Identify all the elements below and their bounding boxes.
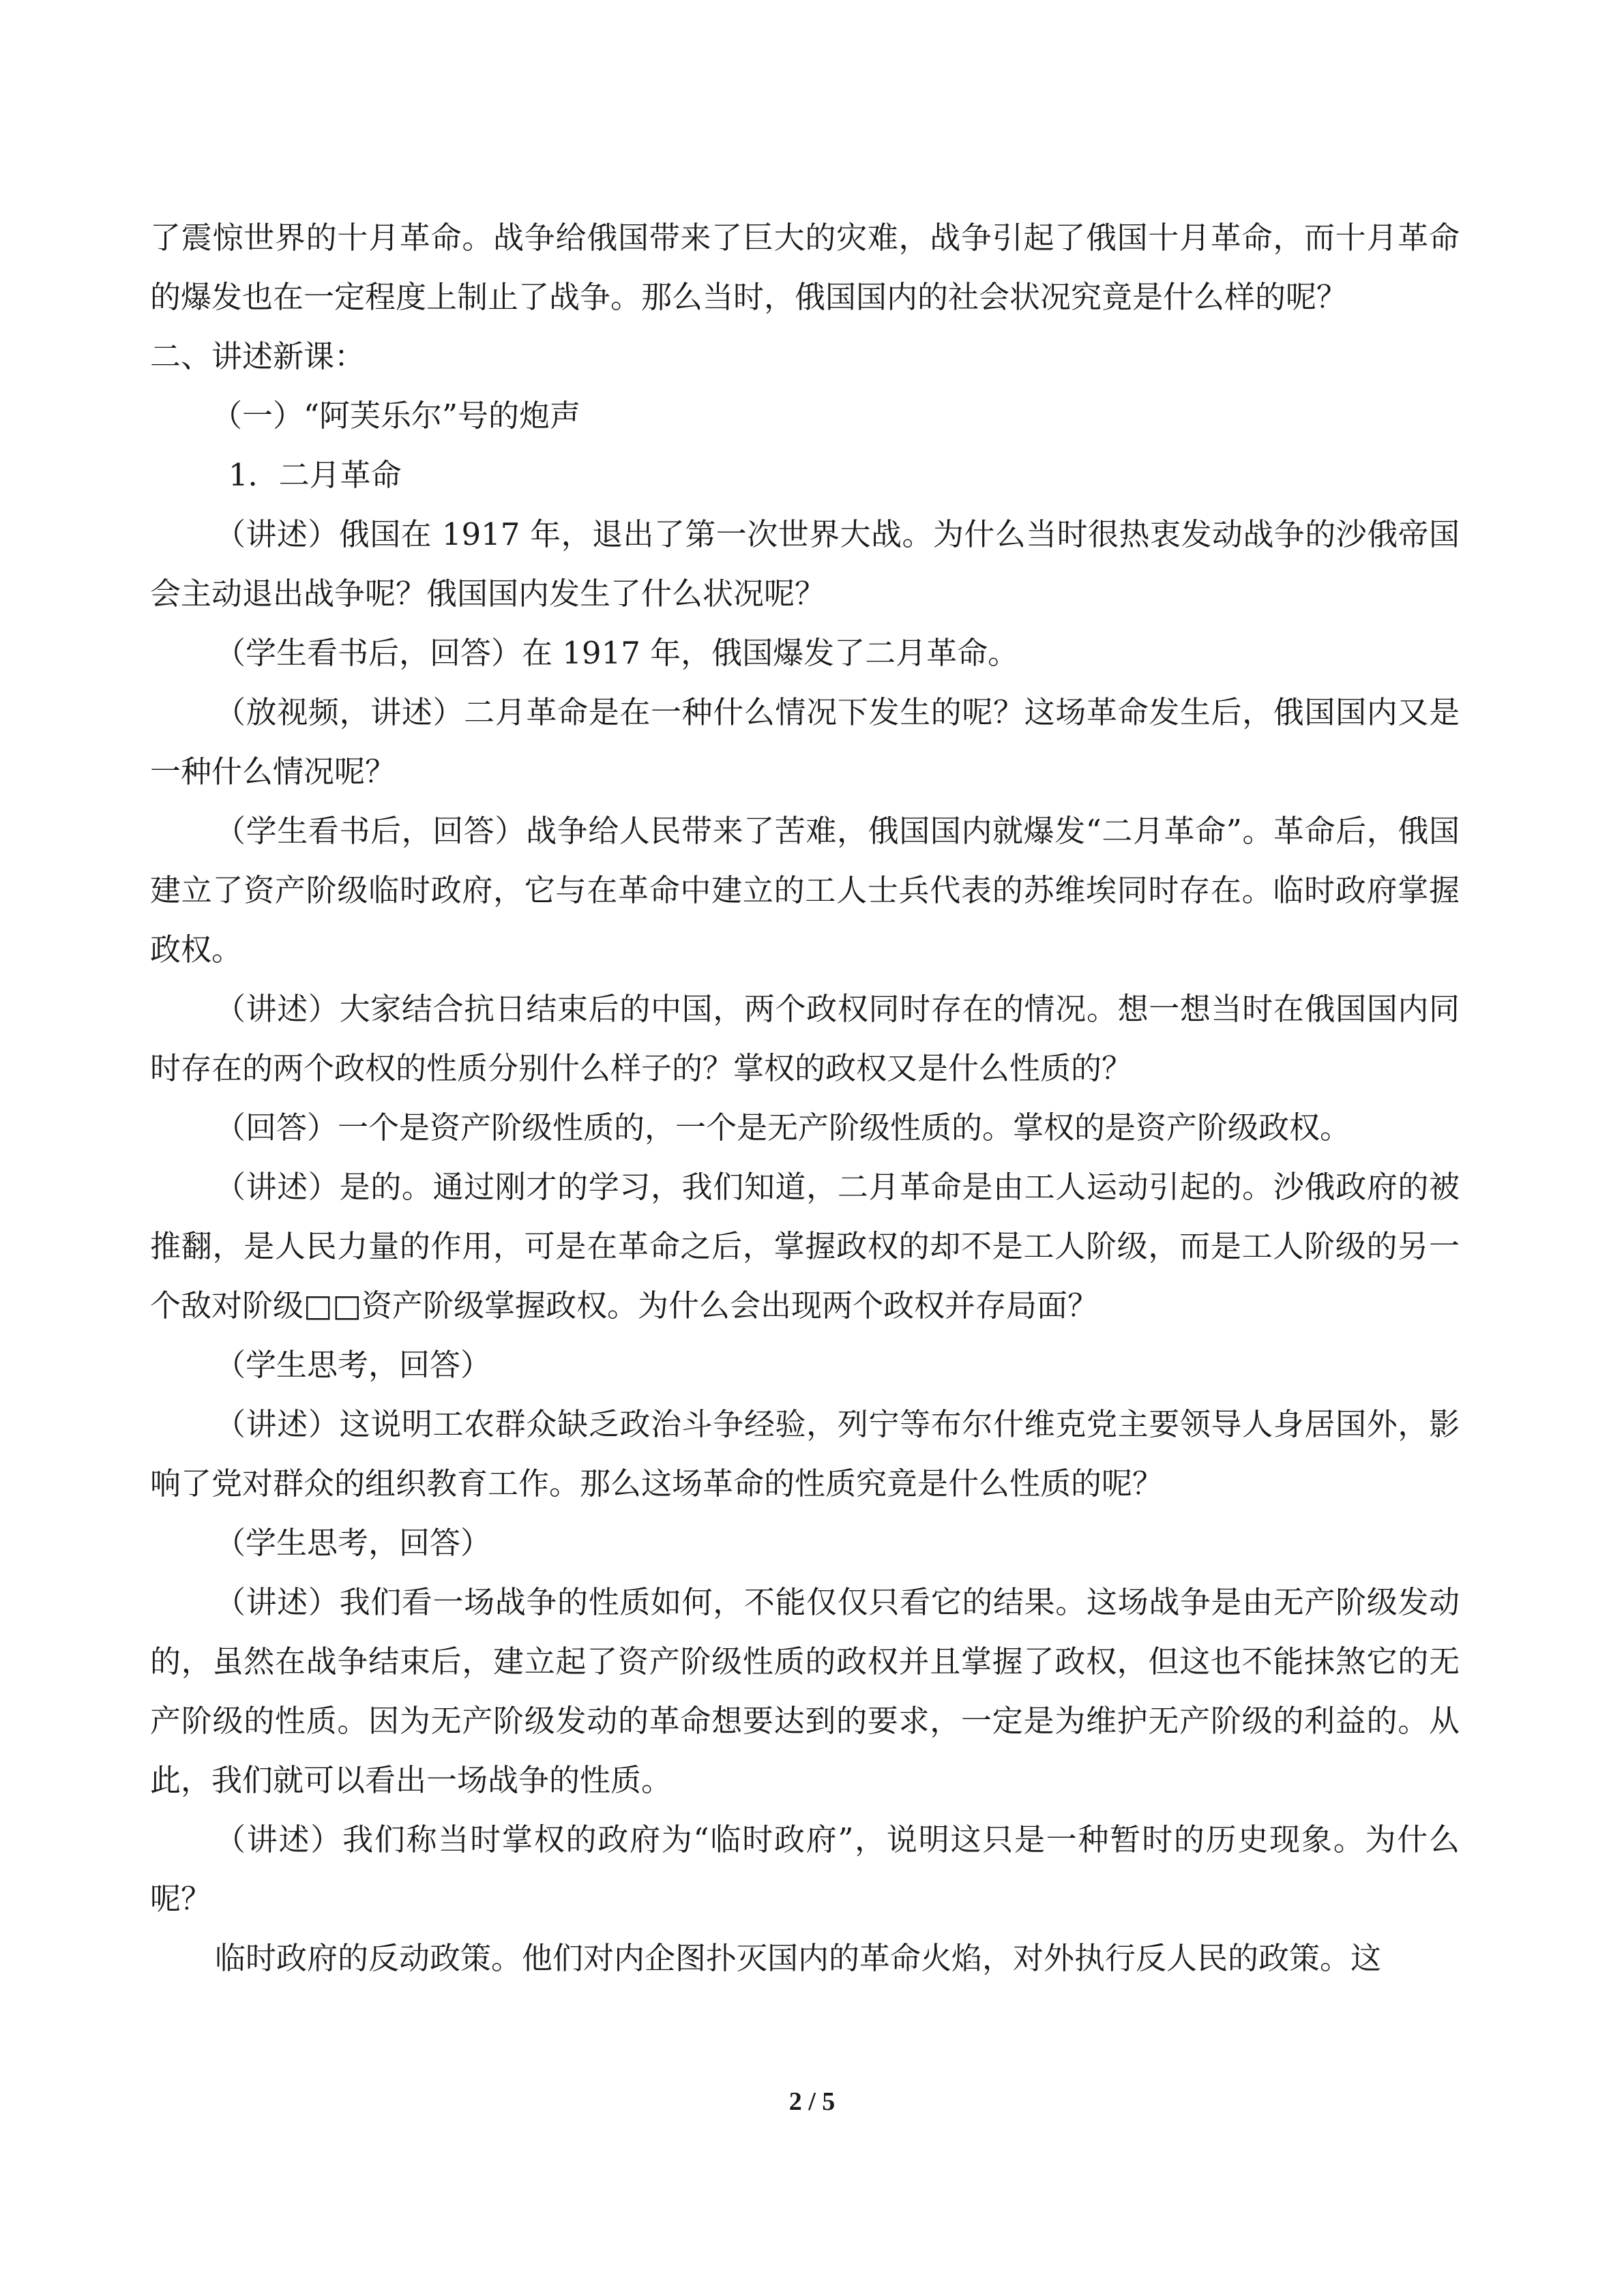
paragraph-lecture-dual-power: （讲述）大家结合抗日结束后的中国，两个政权同时存在的情况。想一想当时在俄国国内同时存在的两个政权的性质分别什么样子的？掌权的政权又是什么性质的？ [150,991,1460,1086]
document-body [150,208,1460,1988]
subsection-heading-february-revolution: 1．二月革命 [228,457,402,493]
paragraph-student-answer-2: （学生看书后，回答）战争给人民带来了苦难，俄国国内就爆发“二月革命”。革命后，俄国建立了资产阶级临时政府，它与在革命中建立的工人士兵代表的苏维埃同时存在。临时政府掌握政权。 [150,813,1460,968]
paragraph-video-lecture: （放视频，讲述）二月革命是在一种什么情况下发生的呢？这场革命发生后，俄国国内又是一种什么情况呢？ [150,694,1460,790]
paragraph-lecture-provisional: （讲述）我们称当时掌权的政府为“临时政府”，说明这只是一种暂时的历史现象。为什么呢？ [150,1821,1460,1917]
paragraph-lecture-1917: （讲述）俄国在 1917 年，退出了第一次世界大战。为什么当时很热衷发动战争的沙俄帝国会主动退出战争呢？俄国国内发生了什么状况呢？ [150,516,1460,612]
paragraph-provisional-policy: 临时政府的反动政策。他们对内企图扑灭国内的革命火焰，对外执行反人民的政策。这 [215,1940,1382,1976]
paragraph-student-think-1: （学生思考，回答） [215,1347,492,1383]
paragraph-lecture-experience: （讲述）这说明工农群众缺乏政治斗争经验，列宁等布尔什维克党主要领导人身居国外，影响了党对群众的组织教育工作。那么这场革命的性质究竟是什么性质的呢？ [150,1406,1460,1502]
paragraph-answer-nature: （回答）一个是资产阶级性质的，一个是无产阶级性质的。掌权的是资产阶级政权。 [215,1109,1351,1146]
paragraph-lecture-war-nature: （讲述）我们看一场战争的性质如何，不能仅仅只看它的结果。这场战争是由无产阶级发动的，虽然在战争结束后，建立起了资产阶级性质的政权并且掌握了政权，但这也不能抹煞它的无产阶级的性质。因为无产阶级发动的革命想要达到的要求，一定是为维护无产阶级的利益的。从此，我们就可以看出一场战争的性质。 [150,1584,1460,1798]
paragraph-student-answer-1: （学生看书后，回答）在 1917 年，俄国爆发了二月革命。 [215,635,1019,671]
paragraph-student-think-2: （学生思考，回答） [215,1525,492,1561]
paragraph-intro-continued: 了震惊世界的十月革命。战争给俄国带来了巨大的灾难，战争引起了俄国十月革命，而十月革命的爆发也在一定程度上制止了战争。那么当时，俄国国内的社会状况究竟是什么样的呢？ [150,220,1460,315]
section-heading-new-lesson: 二、讲述新课： [150,338,366,374]
subsection-heading-aurora: （一）“阿芙乐尔”号的炮声 [211,398,581,434]
page-number: 2 / 5 [788,2087,836,2116]
paragraph-lecture-workers: （讲述）是的。通过刚才的学习，我们知道，二月革命是由工人运动引起的。沙俄政府的被推翻，是人民力量的作用，可是在革命之后，掌握政权的却不是工人阶级，而是工人阶级的另一个敌对阶级□□资产阶级掌握政权。为什么会出现两个政权并存局面？ [150,1169,1460,1324]
